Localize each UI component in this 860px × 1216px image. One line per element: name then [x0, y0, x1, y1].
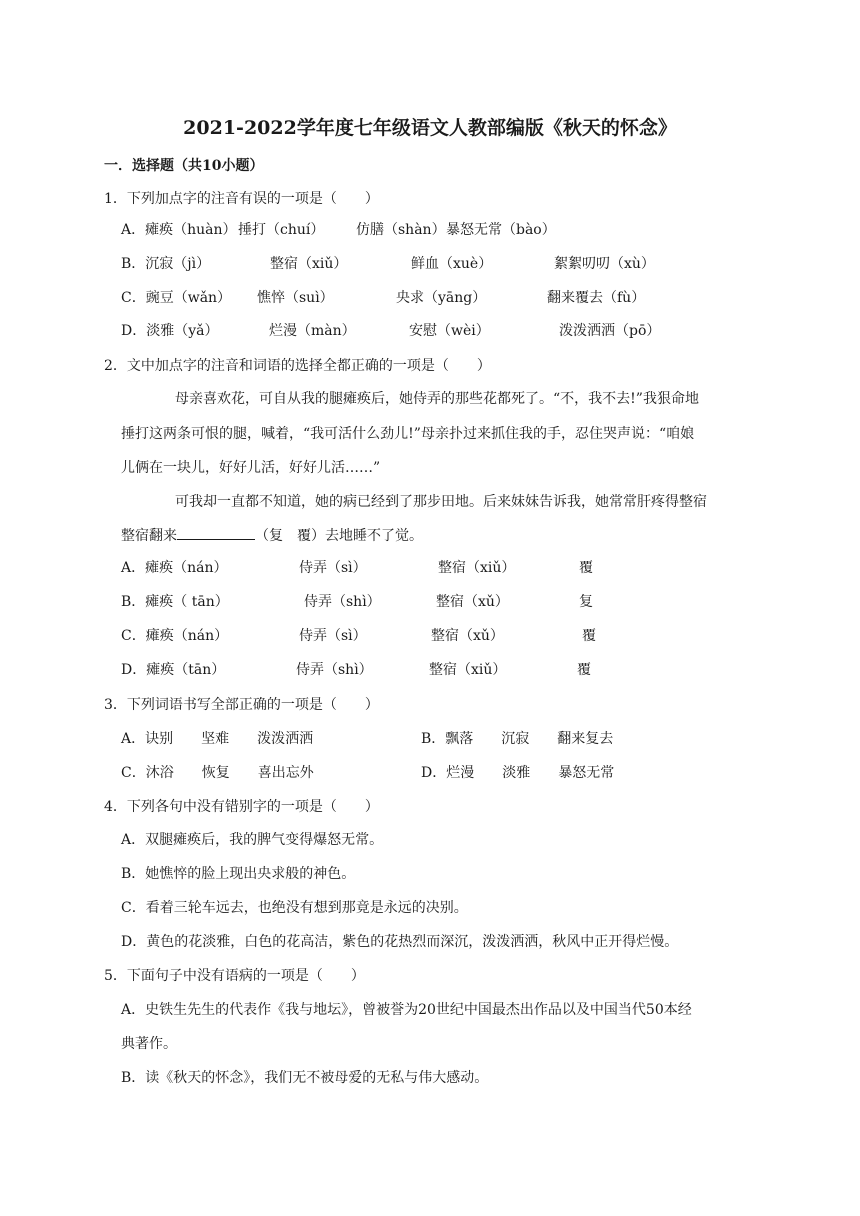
- passage-text: 整宿翻来: [121, 528, 177, 544]
- q1-option-d-item2: 烂漫（màn）: [269, 323, 356, 339]
- passage-line: 儿俩在一块儿，好好儿活，好好儿活……”: [121, 460, 381, 476]
- q3-option-d: D．烂漫 淡雅 暴怒无常: [421, 765, 615, 781]
- q2-option-b-item2: 侍弄（shì）: [304, 594, 381, 610]
- q2-option-a-item1: A．瘫痪（nán）: [121, 560, 228, 576]
- q2-option-c-item4: 覆: [582, 628, 596, 644]
- passage-line: 可我却一直都不知道，她的病已经到了那步田地。后来妹妹告诉我，她常常肝疼得整宿: [175, 494, 707, 510]
- q2-option-c-item3: 整宿（xǔ）: [431, 628, 504, 644]
- q1-option-c-item3: 央求（yāng）: [396, 290, 487, 306]
- q2-option-b-item4: 复: [579, 594, 593, 610]
- q3-option-c: C．沐浴 恢复 喜出忘外: [121, 765, 314, 781]
- q1-option-a-item2: 捶打（chuí）: [238, 222, 325, 238]
- question-4-stem: 4．下列各句中没有错别字的一项是（ ）: [104, 799, 379, 815]
- q2-option-d-item4: 覆: [577, 662, 591, 678]
- passage-line-with-blank: [121, 525, 423, 546]
- question-1-stem: 1．下列加点字的注音有误的一项是（ ）: [104, 191, 379, 207]
- q2-option-d-item1: D．瘫痪（tān）: [121, 662, 226, 678]
- q5-option-a-continued: 典著作。: [121, 1036, 177, 1052]
- q5-option-b: B．读《秋天的怀念》，我们无不被母爱的无私与伟大感动。: [121, 1070, 489, 1086]
- q2-option-a-item3: 整宿（xiǔ）: [438, 560, 516, 576]
- q1-option-b-item3: 鲜血（xuè）: [411, 256, 493, 272]
- q4-option-b: B．她憔悴的脸上现出央求般的神色。: [121, 866, 356, 882]
- question-5-stem: 5．下面句子中没有语病的一项是（ ）: [104, 968, 365, 984]
- question-3-stem: 3．下列词语书写全部正确的一项是（ ）: [104, 697, 379, 713]
- q1-option-d-item3: 安慰（wèi）: [409, 323, 490, 339]
- passage-text: （复 覆）去地睡不了觉。: [255, 528, 423, 544]
- q4-option-c: C．看着三轮车远去，也绝没有想到那竟是永远的决别。: [121, 900, 468, 916]
- q2-option-d-item3: 整宿（xiǔ）: [429, 662, 507, 678]
- q3-option-b: B．飘落 沉寂 翻来复去: [421, 731, 614, 747]
- q1-option-b-item4: 絮絮叨叨（xù）: [554, 256, 655, 272]
- q4-option-d: D．黄色的花淡雅，白色的花高洁，紫色的花热烈而深沉，泼泼洒洒，秋风中正开得烂慢。: [121, 934, 679, 950]
- fill-blank: [177, 525, 255, 540]
- document-title: 2021-2022学年度七年级语文人教部编版《秋天的怀念》: [183, 117, 677, 139]
- q1-option-d-item4: 泼泼洒洒（pō）: [559, 323, 661, 339]
- q1-option-a-item1: A．瘫痪（huàn）: [121, 222, 237, 238]
- q1-option-a-item4: 暴怒无常（bào）: [446, 222, 556, 238]
- q2-option-d-item2: 侍弄（shì）: [296, 662, 373, 678]
- q2-option-a-item4: 覆: [579, 560, 593, 576]
- q1-option-b-item1: B．沉寂（jì）: [121, 256, 211, 272]
- passage-line: 母亲喜欢花，可自从我的腿瘫痪后，她侍弄的那些花都死了。“不，我不去!”我狠命地: [175, 391, 699, 407]
- q1-option-b-item2: 整宿（xiǔ）: [270, 256, 348, 272]
- q3-option-a: A．诀别 坚难 泼泼洒洒: [121, 731, 314, 747]
- q2-option-b-item1: B．瘫痪（ tān）: [121, 594, 229, 610]
- q2-option-a-item2: 侍弄（sì）: [299, 560, 367, 576]
- q1-option-d-item1: D．淡雅（yǎ）: [121, 323, 219, 339]
- q4-option-a: A．双腿瘫痪后，我的脾气变得爆怒无常。: [121, 832, 384, 848]
- question-2-stem: 2．文中加点字的注音和词语的选择全都正确的一项是（ ）: [104, 358, 491, 374]
- q1-option-c-item1: C．豌豆（wǎn）: [121, 290, 232, 306]
- q1-option-a-item3: 仿膳（shàn）: [356, 222, 446, 238]
- section-heading: 一．选择题（共10小题）: [104, 158, 264, 174]
- passage-line: 捶打这两条可恨的腿，喊着，“我可活什么劲儿!”母亲扑过来抓住我的手，忍住哭声说：“咱娘: [121, 426, 695, 442]
- q1-option-c-item4: 翻来覆去（fù）: [547, 290, 646, 306]
- q2-option-c-item2: 侍弄（sì）: [299, 628, 367, 644]
- q5-option-a: A．史铁生先生的代表作《我与地坛》，曾被誉为20世纪中国最杰出作品以及中国当代50本经: [121, 1002, 692, 1018]
- q1-option-c-item2: 憔悴（suì）: [257, 290, 334, 306]
- q2-option-c-item1: C．瘫痪（nán）: [121, 628, 229, 644]
- q2-option-b-item3: 整宿（xǔ）: [436, 594, 509, 610]
